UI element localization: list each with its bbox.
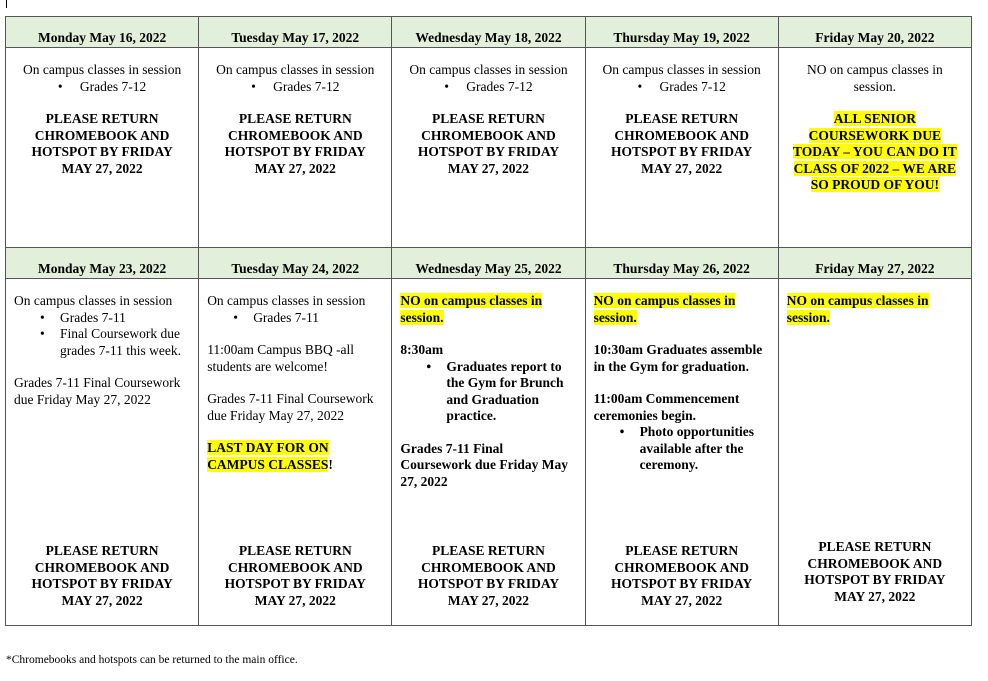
day-header: Thursday May 19, 2022 [585, 17, 778, 48]
week1-header-row [6, 17, 972, 48]
return-date: MAY 27, 2022 [641, 592, 723, 608]
text-cursor [6, 0, 7, 8]
final-due-text: Grades 7-11 Final Coursework due Friday May 27, 2022 [400, 440, 568, 489]
return-notice: PLEASE RETURN CHROMEBOOK AND HOTSPOT BY FRIDAY [417, 543, 560, 591]
return-date: MAY 27, 2022 [447, 592, 530, 608]
on-campus-text: On campus classes in session [14, 293, 173, 308]
grades-bullet: • Grades 7-12 [251, 79, 339, 96]
senior-coursework-notice: ALL SENIOR COURSEWORK DUE TODAY – YOU CAN DO IT CLASS OF 2022 – WE ARE SO PROUD OF YOU! [793, 111, 957, 192]
week1-body-row [6, 48, 972, 248]
grades-bullet: • Grades 7-12 [637, 79, 725, 96]
return-notice: PLEASE RETURN CHROMEBOOK AND HOTSPOT BY FRIDAY [31, 543, 173, 591]
day-cell-may-26 [585, 279, 778, 626]
day-cell-may-25 [392, 279, 585, 626]
on-campus-text: On campus classes in session [207, 293, 366, 308]
no-campus-text: NO on campus classes in session. [807, 62, 943, 94]
return-notice: PLEASE RETURN CHROMEBOOK AND HOTSPOT BY FRIDAY [611, 543, 753, 591]
day-cell-may-27 [778, 279, 971, 626]
on-campus-text: On campus classes in session [602, 62, 761, 77]
graduates-report-bullet: • Graduates report to the Gym for Brunch and Graduation practice. [400, 359, 576, 425]
return-date: MAY 27, 2022 [254, 160, 336, 176]
return-date: MAY 27, 2022 [641, 160, 723, 176]
on-campus-text: On campus classes in session [409, 62, 568, 77]
footnote: *Chromebooks and hotspots can be returned to the main office. [6, 654, 298, 666]
last-day-notice: LAST DAY FOR ON CAMPUS CLASSES [207, 440, 329, 472]
day-header: Monday May 16, 2022 [6, 17, 199, 48]
day-cell-may-20 [778, 48, 971, 248]
day-header: Tuesday May 24, 2022 [199, 248, 392, 279]
day-header: Friday May 20, 2022 [778, 17, 971, 48]
grades-bullet: • Grades 7-11 [14, 310, 190, 327]
day-cell-may-18 [392, 48, 585, 248]
no-campus-notice: NO on campus classes in session. [400, 293, 543, 325]
day-cell-may-23 [6, 279, 199, 626]
photo-bullet: • Photo opportunities available after the ceremony. [594, 424, 770, 474]
return-notice: PLEASE RETURN CHROMEBOOK AND HOTSPOT BY FRIDAY [417, 111, 560, 159]
day-cell-may-17 [199, 48, 392, 248]
assemble-text: 10:30am Graduates assemble in the Gym for graduation. [593, 342, 763, 374]
on-campus-text: On campus classes in session [22, 62, 182, 77]
day-cell-may-19 [585, 48, 778, 248]
return-date: MAY 27, 2022 [254, 592, 336, 608]
on-campus-text: On campus classes in session [216, 62, 375, 77]
day-header: Friday May 27, 2022 [778, 248, 971, 279]
return-date: MAY 27, 2022 [61, 592, 143, 608]
day-cell-may-24 [199, 279, 392, 626]
time-text: 8:30am [400, 342, 444, 357]
grades-bullet: • Grades 7-12 [444, 79, 532, 96]
final-due-text: Grades 7-11 Final Coursework due Friday May 27, 2022 [14, 375, 181, 407]
day-header: Tuesday May 17, 2022 [199, 17, 392, 48]
grades-bullet: • Grades 7-12 [58, 79, 146, 96]
day-cell-may-16 [6, 48, 199, 248]
return-notice: PLEASE RETURN CHROMEBOOK AND HOTSPOT BY FRIDAY [611, 111, 753, 159]
return-notice: PLEASE RETURN CHROMEBOOK AND HOTSPOT BY FRIDAY [31, 111, 173, 159]
return-notice: PLEASE RETURN CHROMEBOOK AND HOTSPOT BY FRIDAY [804, 539, 946, 587]
final-due-text: Grades 7-11 Final Coursework due Friday May 27, 2022 [207, 391, 374, 423]
no-campus-notice: NO on campus classes in session. [786, 293, 929, 325]
return-notice: PLEASE RETURN CHROMEBOOK AND HOTSPOT BY FRIDAY [224, 543, 366, 591]
week2-body-row [6, 279, 972, 626]
ceremony-text: 11:00am Commencement ceremonies begin. [593, 391, 740, 423]
return-date: MAY 27, 2022 [447, 160, 530, 176]
return-notice: PLEASE RETURN CHROMEBOOK AND HOTSPOT BY FRIDAY [224, 111, 366, 159]
calendar-table [5, 16, 972, 626]
day-header: Wednesday May 18, 2022 [392, 17, 585, 48]
day-header: Monday May 23, 2022 [6, 248, 199, 279]
day-header: Thursday May 26, 2022 [585, 248, 778, 279]
day-header: Wednesday May 25, 2022 [392, 248, 585, 279]
last-day-suffix: ! [328, 456, 333, 472]
no-campus-notice: NO on campus classes in session. [593, 293, 736, 325]
bbq-text: 11:00am Campus BBQ -all students are welcome! [207, 342, 355, 374]
grades-bullet: • Grades 7-11 [207, 310, 383, 327]
return-date: MAY 27, 2022 [834, 588, 916, 604]
final-coursework-bullet: • Final Coursework due grades 7-11 this week. [14, 326, 190, 359]
return-date: MAY 27, 2022 [61, 160, 143, 176]
